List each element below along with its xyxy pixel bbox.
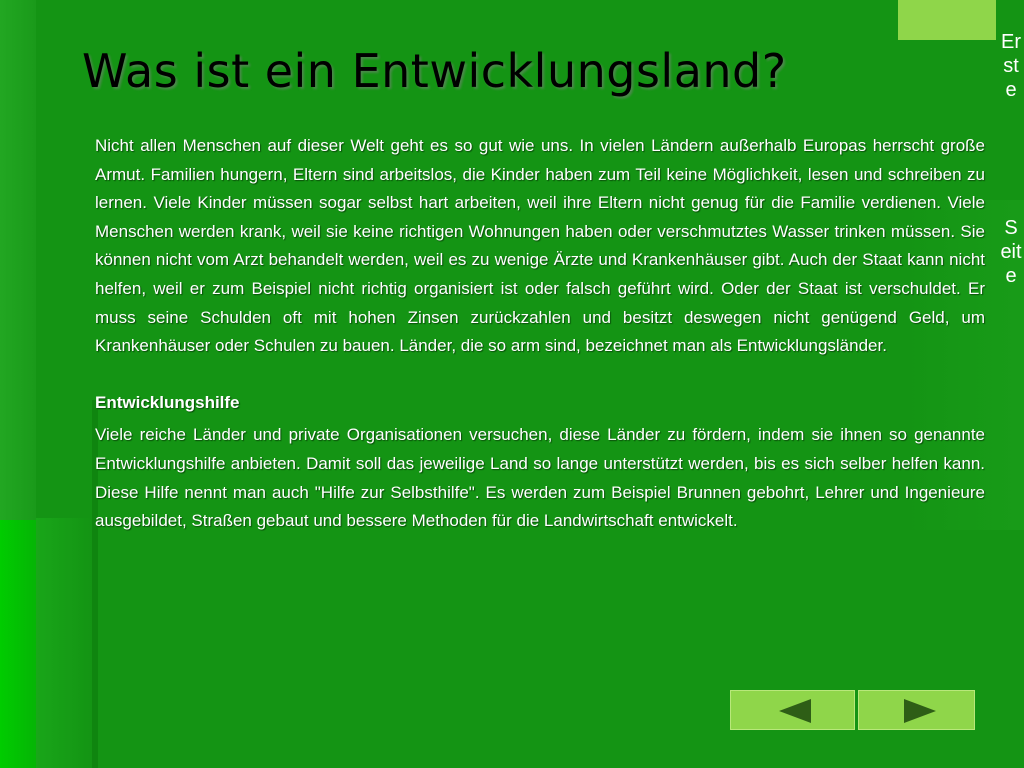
triangle-left-icon (779, 699, 811, 723)
first-page-link-word1[interactable]: Erste (1001, 31, 1021, 101)
development-aid-paragraph: Viele reiche Länder und private Organisationen versuchen, diese Länder zu fördern, indem sie ihnen so genannte Entwicklungshilfe anbieten. Damit soll das jeweilige Land so lange unterstützt werden, bis es sich selber helfen kann. Diese Hilfe nennt man auch "Hilfe zur Selbsthilfe". Es werden zum Beispiel Brunnen gebohrt, Lehrer und Ingenieure ausgebildet, Straßen gebaut und bessere Methoden für die Landwirtschaft entwickelt. (95, 425, 985, 531)
intro-paragraph: Nicht allen Menschen auf dieser Welt geht es so gut wie uns. In vielen Ländern außerhalb Europas herrscht große Armut. Familien hungern, Eltern sind arbeitslos, die Kinder haben zum Teil keine Möglichkeit, lesen und schreiben zu lernen. Viele Kinder müssen sogar selbst hart arbeiten, weil ihre Eltern nicht genug für die Familie verdienen. Viele Menschen werden krank, weil sie keine richtigen Wohnungen haben oder verschmutztes Wasser trinken müssen. Sie können nicht vom Arzt behandelt werden, weil es zu wenige Ärzte und Krankenhäuser gibt. Auch der Staat kann nicht helfen, weil er zum Beispiel nicht richtig organisiert ist oder falsch geführt wird. Oder der Staat ist verschuldet. Er muss seine Schulden oft mit hohen Zinsen zurückzahlen und besitzt deswegen nicht genügend Geld, um Krankenhäuser oder Schulen zu bauen. Länder, die so arm sind, bezeichnet man als Entwicklungsländer. (95, 136, 985, 356)
section-heading: Entwicklungshilfe (95, 392, 240, 412)
previous-slide-button[interactable] (730, 690, 855, 730)
slide-content (95, 132, 985, 536)
triangle-right-icon (904, 699, 936, 723)
corner-decoration (898, 0, 996, 40)
first-page-link-word2[interactable]: Seite (1000, 217, 1022, 287)
next-slide-button[interactable] (858, 690, 975, 730)
background-mid-band (36, 518, 96, 768)
slide-title: Was ist ein Entwicklungsland? (82, 44, 787, 98)
background-bright-band (0, 520, 36, 768)
